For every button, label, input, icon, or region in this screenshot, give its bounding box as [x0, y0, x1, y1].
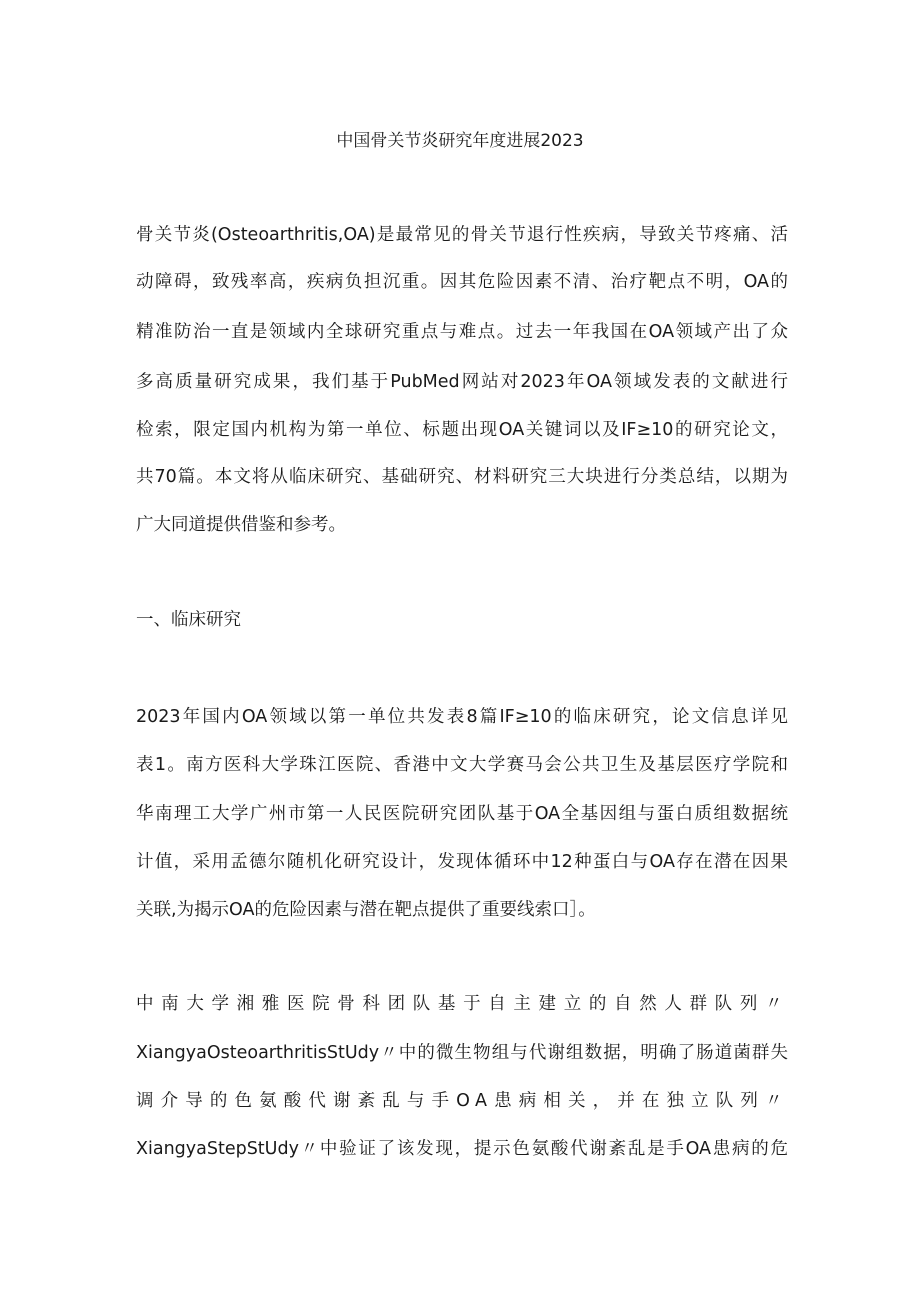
section-heading-clinical: 一、临床研究	[136, 610, 241, 630]
paragraph-2-line-2: 表1。南方医科大学珠江医院、香港中文大学赛马会公共卫生及基层医疗学院和	[136, 755, 788, 775]
paragraph-1-line-5: 检索，限定国内机构为第一单位、标题出现OA关键词以及IF≥10的研究论文，	[136, 420, 788, 440]
paragraph-3-line-3: 调介导的色氨酸代谢紊乱与手OA患病相关，并在独立队列〃	[136, 1091, 788, 1111]
paragraph-1-line-2: 动障碍，致残率高，疾病负担沉重。因其危险因素不清、治疗靶点不明，OA的	[136, 272, 788, 292]
paragraph-3-line-4: XiangyaStepStUdy〃中验证了该发现，提示色氨酸代谢紊乱是手OA患病的危	[136, 1139, 788, 1159]
paragraph-2-line-3: 华南理工大学广州市第一人民医院研究团队基于OA全基因组与蛋白质组数据统	[136, 804, 788, 824]
paragraph-1-line-3: 精准防治一直是领域内全球研究重点与难点。过去一年我国在OA领域产出了众	[136, 322, 788, 342]
paragraph-2-line-5: 关联,为揭示OA的危险因素与潜在靶点提供了重要线索口］。	[136, 900, 596, 920]
paragraph-1-line-7: 广大同道提供借鉴和参考。	[136, 515, 346, 535]
paragraph-3-line-1: 中南大学湘雅医院骨科团队基于自主建立的自然人群队列〃	[136, 994, 788, 1014]
paragraph-2-line-4: 计值，采用孟德尔随机化研究设计，发现体循环中12种蛋白与OA存在潜在因果	[136, 852, 788, 872]
paragraph-1-line-4: 多高质量研究成果，我们基于PubMed网站对2023年OA领域发表的文献进行	[136, 372, 788, 392]
paragraph-1-line-1: 骨关节炎(Osteoarthritis,OA)是最常见的骨关节退行性疾病，导致关节疼痛、活	[136, 225, 788, 245]
paragraph-1-line-6: 共70篇。本文将从临床研究、基础研究、材料研究三大块进行分类总结，以期为	[136, 467, 788, 487]
paragraph-2-line-1: 2023年国内OA领域以第一单位共发表8篇IF≥10的临床研究，论文信息详见	[136, 707, 788, 727]
document-title: 中国骨关节炎研究年度进展2023	[336, 131, 584, 151]
paragraph-3-line-2: XiangyaOsteoarthritisStUdy〃中的微生物组与代谢组数据，明确了肠道菌群失	[136, 1043, 788, 1063]
